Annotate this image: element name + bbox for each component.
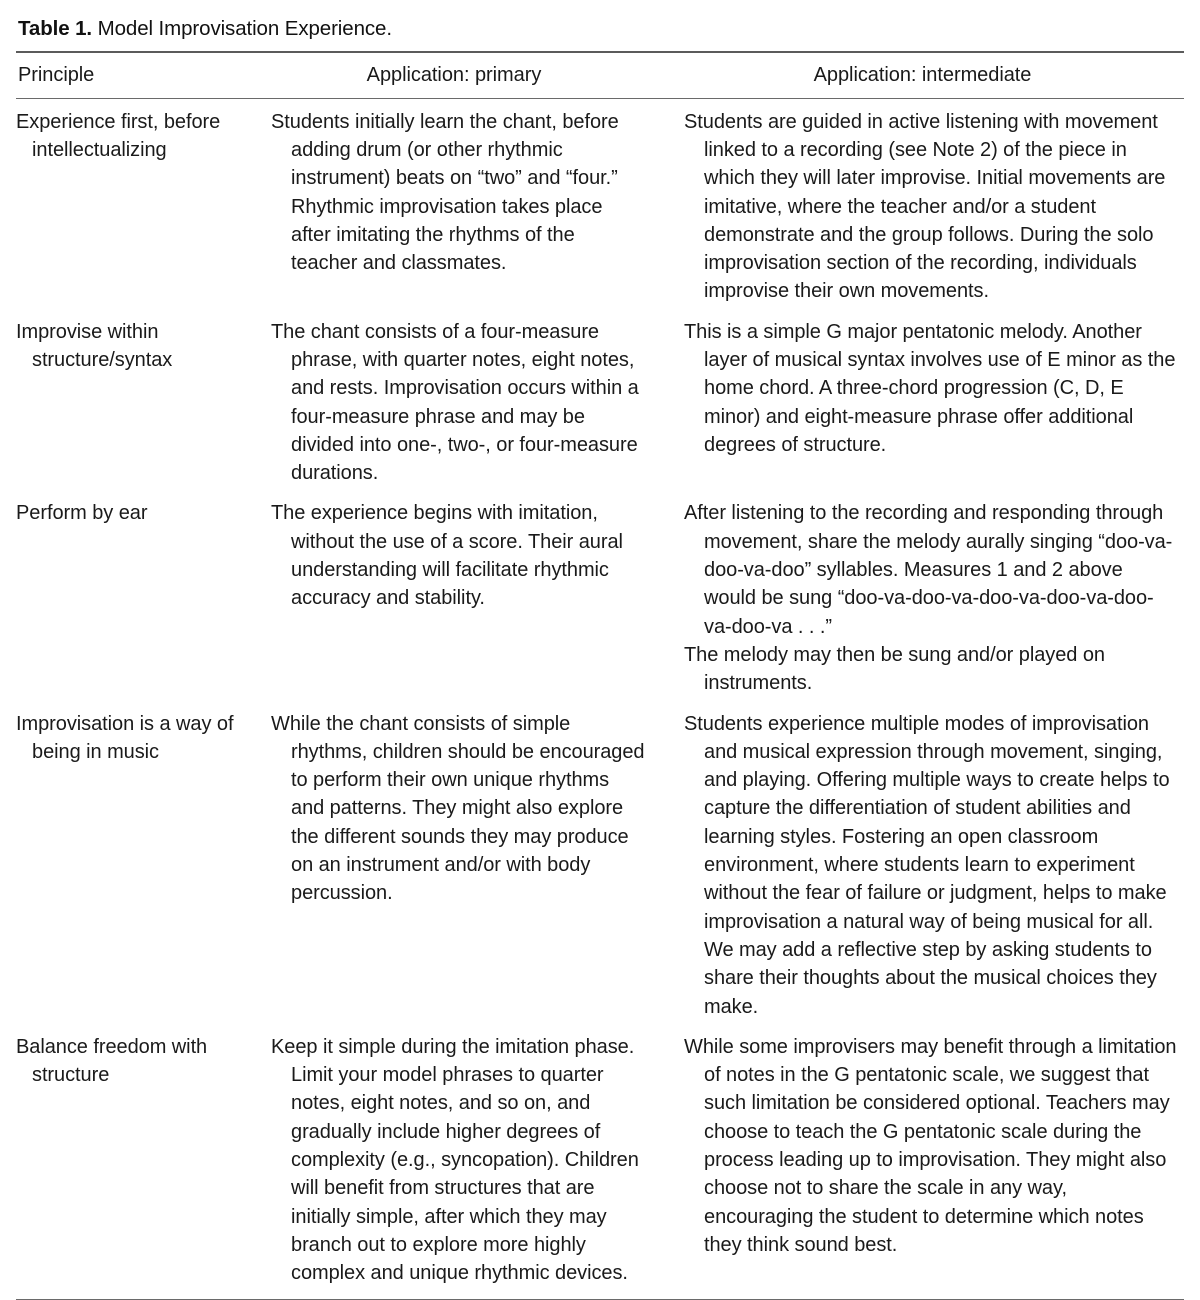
principle-text: Experience first, before intellectualizing bbox=[16, 110, 221, 161]
cell-intermediate bbox=[669, 1021, 1184, 1299]
cell-primary bbox=[259, 487, 669, 697]
table-row bbox=[16, 306, 1184, 488]
cell-primary bbox=[259, 99, 669, 306]
table-caption bbox=[16, 14, 1184, 51]
cell-primary bbox=[259, 1021, 669, 1299]
principle-text: Improvisation is a way of being in music bbox=[16, 712, 234, 763]
primary-text: While the chant consists of simple rhythms, children should be encouraged to perform their own unique rhythms and patterns. They might also explore the different sounds they may produce on an instrument and/or with body percussion. bbox=[271, 712, 645, 905]
cell-principle bbox=[16, 698, 259, 1021]
table-row bbox=[16, 698, 1184, 1021]
improvisation-table-body bbox=[16, 99, 1184, 1299]
column-header-intermediate: Application: intermediate bbox=[813, 63, 1032, 86]
table-row bbox=[16, 487, 1184, 697]
intermediate-text: This is a simple G major pentatonic melody. Another layer of musical syntax involves use of E minor as the home chord. A three-chord progression (C, D, E minor) and eight-measure phrase offer additional degrees of structure. bbox=[684, 320, 1176, 456]
cell-principle bbox=[16, 99, 259, 306]
cell-primary bbox=[259, 698, 669, 1021]
principle-text: Perform by ear bbox=[16, 502, 148, 525]
column-header-principle: Principle bbox=[18, 63, 95, 86]
cell-intermediate bbox=[669, 698, 1184, 1021]
intermediate-text: After listening to the recording and responding through movement, share the melody aurally singing “doo-va-doo-va-doo” syllables. Measures 1 and 2 above would be sung “doo-va-doo-va-doo-va-doo-va-doo-va-doo-va . . .” bbox=[684, 502, 1173, 638]
cell-principle bbox=[16, 1021, 259, 1299]
cell-intermediate bbox=[669, 306, 1184, 488]
caption-label: Table 1. bbox=[18, 17, 93, 40]
principle-text: Improvise within structure/syntax bbox=[16, 320, 173, 371]
column-header-primary: Application: primary bbox=[366, 63, 542, 86]
primary-text: The chant consists of a four-measure phrase, with quarter notes, eight notes, and rests. Improvisation occurs within a four-measure phrase and may be divided into one-, two-, or four-measure durations. bbox=[271, 320, 639, 485]
cell-intermediate bbox=[669, 99, 1184, 306]
intermediate-text: Students are guided in active listening with movement linked to a recording (see Note 2) of the piece in which they will later improvise. Initial movements are imitative, where the teacher and/or a student demonstrate and the group follows. During the solo improvisation section of the recording, individuals improvise their own movements. bbox=[684, 110, 1166, 303]
improvisation-table bbox=[16, 53, 1184, 98]
primary-text: Keep it simple during the imitation phase. Limit your model phrases to quarter notes, eight notes, and so on, and gradually include higher degrees of complexity (e.g., syncopation). Children will benefit from structures that are initially simple, after which they may branch out to explore more highly complex and unique rhythmic devices. bbox=[271, 1035, 639, 1285]
table-row bbox=[16, 99, 1184, 306]
intermediate-text-continued: The melody may then be sung and/or played on instruments. bbox=[684, 643, 1105, 695]
table-head bbox=[16, 53, 1184, 98]
cell-principle bbox=[16, 306, 259, 488]
bottom-rule-wrapper bbox=[16, 1299, 1184, 1300]
cell-intermediate bbox=[669, 487, 1184, 697]
cell-principle bbox=[16, 487, 259, 697]
primary-text: The experience begins with imitation, without the use of a score. Their aural understanding will facilitate rhythmic accuracy and stability. bbox=[271, 502, 623, 610]
table-body bbox=[16, 99, 1184, 1299]
principle-text: Balance freedom with structure bbox=[16, 1035, 208, 1087]
cell-primary bbox=[259, 306, 669, 488]
primary-text: Students initially learn the chant, before adding drum (or other rhythmic instrument) beats on “two” and “four.” Rhythmic improvisation takes place after imitating the rhythms of the teacher and classmates. bbox=[271, 110, 619, 275]
intermediate-text: While some improvisers may benefit through a limitation of notes in the G pentatonic scale, we suggest that such limitation be considered optional. Teachers may choose to teach the G pentatonic scale during the process leading up to improvisation. They might also choose not to share the scale in any way, encouraging the student to determine which notes they think sound best. bbox=[684, 1035, 1177, 1256]
bottom-rule bbox=[16, 1299, 1184, 1300]
caption-text: Model Improvisation Experience. bbox=[97, 17, 392, 40]
intermediate-text: Students experience multiple modes of improvisation and musical expression through movement, singing, and playing. Offering multiple ways to create helps to capture the differentiation of student abilities and learning styles. Fostering an open classroom environment, where students learn to experiment without the fear of failure or judgment, helps to make improvisation a natural way of being musical for all. We may add a reflective step by asking students to share their thoughts about the musical choices they make. bbox=[684, 712, 1170, 1018]
table-row bbox=[16, 1021, 1184, 1299]
header-row bbox=[16, 53, 1184, 98]
